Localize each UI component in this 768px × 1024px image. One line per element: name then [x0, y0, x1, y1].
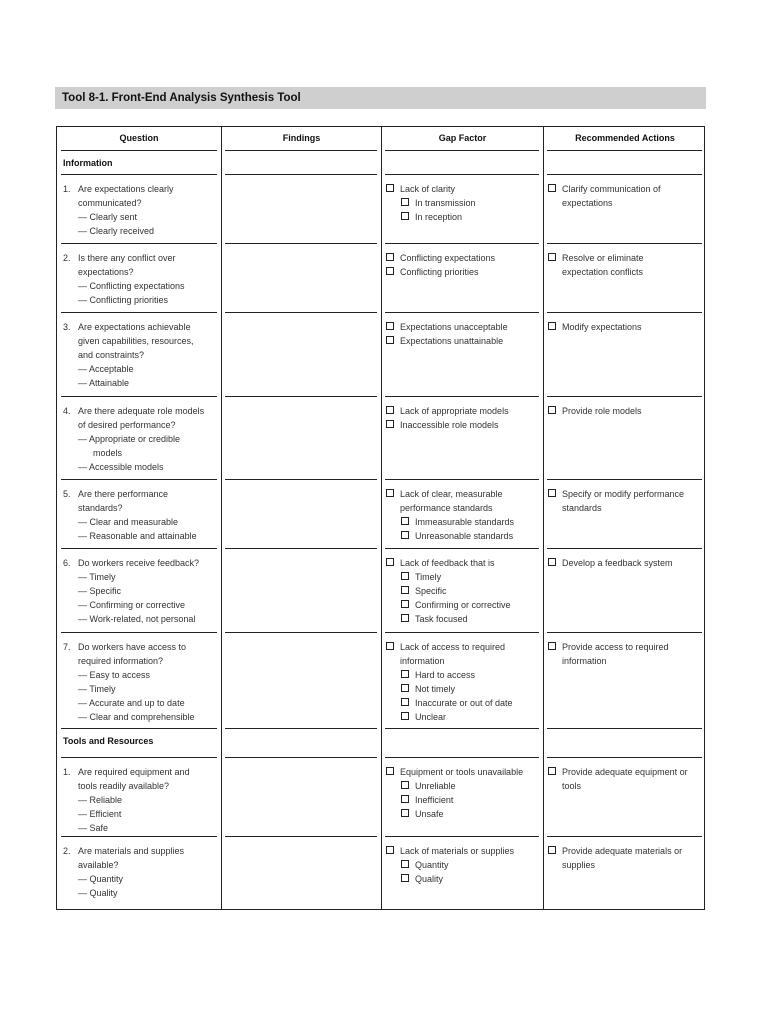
gap-factor-item-label: Lack of feedback that is [400, 558, 495, 568]
question-subitem: — Clearly sent [78, 212, 138, 222]
checkbox-icon[interactable] [401, 684, 409, 692]
recommended-action-cell [548, 844, 703, 872]
header-findings: Findings [282, 133, 321, 143]
tool-title: Tool 8-1. Front-End Analysis Synthesis Tool [55, 87, 706, 109]
gap-factor-item-label: Conflicting expectations [400, 253, 496, 263]
recommended-action-item-label: Provide adequate equipment or [562, 767, 688, 777]
recommended-action-cell [548, 487, 703, 515]
gap-factor-item-label: Lack of clear, measurable [400, 489, 503, 499]
question-cell [63, 320, 218, 390]
gap-factor-item-label: information [400, 656, 445, 666]
column-divider [543, 127, 544, 909]
checkbox-icon[interactable] [401, 670, 409, 678]
findings-cell[interactable] [225, 398, 377, 458]
question-cell [63, 844, 218, 900]
gap-factor-item [386, 668, 540, 682]
gap-factor-item [386, 529, 540, 543]
gap-factor-item [386, 779, 540, 793]
checkbox-icon[interactable] [386, 767, 394, 775]
question-subitem: — Timely [78, 572, 116, 582]
gap-factor-item [386, 793, 540, 807]
recommended-action-item [548, 556, 703, 570]
checkbox-icon[interactable] [401, 860, 409, 868]
checkbox-icon[interactable] [548, 558, 556, 566]
question-text: given capabilities, resources, [78, 336, 194, 346]
question-cell [63, 251, 218, 307]
checkbox-icon[interactable] [386, 184, 394, 192]
question-number [63, 501, 78, 515]
gap-factor-item [386, 210, 540, 224]
question-cell [63, 404, 218, 474]
checkbox-icon[interactable] [386, 420, 394, 428]
row-divider [61, 548, 217, 549]
checkbox-icon[interactable] [401, 781, 409, 789]
header-gap-factor: Gap Factor [438, 133, 487, 143]
row-divider [385, 243, 539, 244]
question-text: of desired performance? [78, 420, 176, 430]
gap-factor-item-label: Inaccessible role models [400, 420, 499, 430]
gap-factor-cell [386, 844, 540, 886]
gap-factor-item-label: In reception [415, 212, 463, 222]
gap-factor-item-label: Inefficient [415, 795, 454, 805]
recommended-action-item [548, 640, 703, 668]
row-divider [547, 836, 702, 837]
recommended-action-cell [548, 251, 703, 279]
row-divider [225, 548, 377, 549]
recommended-action-item-label: Provide adequate materials or [562, 846, 683, 856]
findings-cell[interactable] [225, 245, 377, 305]
question-subitem: — Efficient [78, 809, 122, 819]
gap-factor-cell [386, 640, 540, 724]
gap-factor-item-label: Expectations unattainable [400, 336, 504, 346]
question-text: Are there adequate role models [78, 406, 205, 416]
checkbox-icon[interactable] [386, 558, 394, 566]
row-divider [547, 728, 702, 729]
checkbox-icon[interactable] [386, 267, 394, 275]
findings-cell[interactable] [225, 838, 377, 898]
row-divider [225, 243, 377, 244]
question-number [63, 348, 78, 362]
gap-factor-item-label: Unsafe [415, 809, 444, 819]
question-cell [63, 640, 218, 724]
gap-factor-item-label: Specific [415, 586, 447, 596]
checkbox-icon[interactable] [548, 642, 556, 650]
question-subitem: — Attainable [78, 378, 130, 388]
column-divider [381, 127, 382, 909]
section-title: Tools and Resources [63, 736, 154, 746]
checkbox-icon[interactable] [401, 874, 409, 882]
section-title: Information [63, 158, 113, 168]
row-divider [225, 728, 377, 729]
gap-factor-item [386, 807, 540, 821]
question-number: 1. [63, 184, 71, 194]
gap-factor-cell [386, 404, 540, 432]
gap-factor-item [386, 404, 540, 418]
row-divider [225, 757, 377, 758]
row-divider [547, 757, 702, 758]
gap-factor-item-label: Unreasonable standards [415, 531, 514, 541]
recommended-action-item [548, 844, 703, 872]
gap-factor-item-label: Confirming or corrective [415, 600, 511, 610]
question-subitem: — Confirming or corrective [78, 600, 186, 610]
gap-factor-item [386, 196, 540, 210]
row-divider [547, 312, 702, 313]
question-number [63, 265, 78, 279]
checkbox-icon[interactable] [548, 406, 556, 414]
recommended-action-item [548, 182, 703, 210]
row-divider [225, 396, 377, 397]
findings-cell[interactable] [225, 634, 377, 694]
checkbox-icon[interactable] [401, 531, 409, 539]
gap-factor-item [386, 858, 540, 872]
question-text: Do workers have access to [78, 642, 187, 652]
question-number: 1. [63, 767, 71, 777]
question-subitem: — Easy to access [78, 670, 151, 680]
synthesis-table [56, 126, 705, 910]
row-divider [61, 150, 217, 151]
question-subitem: — Quantity [78, 874, 124, 884]
gap-factor-item-label: Task focused [415, 614, 468, 624]
question-subitem: — Conflicting priorities [78, 295, 169, 305]
question-subitem: — Conflicting expectations [78, 281, 185, 291]
question-number: 2. [63, 253, 71, 263]
row-divider [385, 479, 539, 480]
gap-factor-item [386, 570, 540, 584]
question-number [63, 654, 78, 668]
header-question: Question [119, 133, 159, 143]
checkbox-icon[interactable] [401, 572, 409, 580]
question-subitem: — Work-related, not personal [78, 614, 196, 624]
row-divider [61, 728, 217, 729]
question-subitem: — Safe [78, 823, 109, 833]
checkbox-icon[interactable] [401, 198, 409, 206]
checkbox-icon[interactable] [401, 517, 409, 525]
row-divider [61, 757, 217, 758]
row-divider [225, 174, 377, 175]
question-number: 5. [63, 489, 71, 499]
checkbox-icon[interactable] [401, 795, 409, 803]
recommended-action-item [548, 404, 703, 418]
question-number: 7. [63, 642, 71, 652]
gap-factor-item [386, 844, 540, 858]
checkbox-icon[interactable] [401, 212, 409, 220]
checkbox-icon[interactable] [401, 809, 409, 817]
gap-factor-item [386, 584, 540, 598]
gap-factor-item-label: In transmission [415, 198, 476, 208]
checkbox-icon[interactable] [386, 846, 394, 854]
question-cell [63, 765, 218, 835]
checkbox-icon[interactable] [401, 586, 409, 594]
row-divider [547, 174, 702, 175]
question-text: available? [78, 860, 119, 870]
recommended-action-item-label: information [562, 656, 607, 666]
question-subitem: — Clear and comprehensible [78, 712, 195, 722]
recommended-action-cell [548, 765, 703, 793]
gap-factor-item-label: Expectations unacceptable [400, 322, 508, 332]
row-divider [547, 479, 702, 480]
question-subitem: — Accessible models [78, 462, 164, 472]
recommended-action-item [548, 251, 703, 279]
row-divider [385, 312, 539, 313]
checkbox-icon[interactable] [548, 184, 556, 192]
row-divider [61, 479, 217, 480]
column-divider [221, 127, 222, 909]
gap-factor-item [386, 640, 540, 668]
row-divider [225, 150, 377, 151]
row-divider [225, 836, 377, 837]
recommended-action-item-label: Modify expectations [562, 322, 642, 332]
question-text: Are there performance [78, 489, 169, 499]
row-divider [61, 396, 217, 397]
question-subitem: — Clear and measurable [78, 517, 179, 527]
findings-cell[interactable] [225, 759, 377, 819]
question-text: expectations? [78, 267, 134, 277]
question-number: 3. [63, 322, 71, 332]
gap-factor-cell [386, 320, 540, 348]
recommended-action-item-label: expectation conflicts [562, 267, 644, 277]
question-number: 2. [63, 846, 71, 856]
question-number [63, 418, 78, 432]
gap-factor-cell [386, 556, 540, 626]
header-recommended-actions: Recommended Actions [575, 133, 675, 143]
gap-factor-item [386, 487, 540, 515]
question-subitem: models [93, 448, 123, 458]
recommended-action-item-label: Develop a feedback system [562, 558, 673, 568]
gap-factor-cell [386, 251, 540, 279]
checkbox-icon[interactable] [548, 322, 556, 330]
gap-factor-item [386, 556, 540, 570]
question-number: 4. [63, 406, 71, 416]
checkbox-icon[interactable] [548, 767, 556, 775]
recommended-action-cell [548, 182, 703, 210]
row-divider [225, 479, 377, 480]
recommended-action-item [548, 320, 703, 334]
checkbox-icon[interactable] [386, 406, 394, 414]
gap-factor-item-label: Hard to access [415, 670, 476, 680]
question-number [63, 334, 78, 348]
question-text: Do workers receive feedback? [78, 558, 200, 568]
checkbox-icon[interactable] [386, 489, 394, 497]
recommended-action-item-label: Clarify communication of [562, 184, 661, 194]
checkbox-icon[interactable] [401, 600, 409, 608]
question-text: standards? [78, 503, 123, 513]
question-subitem: — Timely [78, 684, 116, 694]
gap-factor-item [386, 251, 540, 265]
gap-factor-item [386, 765, 540, 779]
gap-factor-item [386, 320, 540, 334]
gap-factor-item [386, 682, 540, 696]
recommended-action-item-label: tools [562, 781, 582, 791]
question-text: Are required equipment and [78, 767, 190, 777]
question-text: and constraints? [78, 350, 145, 360]
row-divider [385, 548, 539, 549]
gap-factor-item [386, 182, 540, 196]
recommended-action-item-label: expectations [562, 198, 613, 208]
gap-factor-cell [386, 182, 540, 224]
gap-factor-item-label: Lack of appropriate models [400, 406, 509, 416]
checkbox-icon[interactable] [386, 642, 394, 650]
gap-factor-item [386, 265, 540, 279]
checkbox-icon[interactable] [401, 614, 409, 622]
recommended-action-item-label: supplies [562, 860, 596, 870]
gap-factor-item [386, 612, 540, 626]
checkbox-icon[interactable] [401, 698, 409, 706]
recommended-action-cell [548, 640, 703, 668]
question-text: Is there any conflict over [78, 253, 176, 263]
question-number [63, 196, 78, 210]
question-text: required information? [78, 656, 164, 666]
question-subitem: — Reasonable and attainable [78, 531, 197, 541]
row-divider [61, 312, 217, 313]
question-text: Are expectations achievable [78, 322, 191, 332]
question-text: communicated? [78, 198, 142, 208]
question-subitem: — Specific [78, 586, 122, 596]
question-subitem: — Reliable [78, 795, 123, 805]
checkbox-icon[interactable] [548, 253, 556, 261]
row-divider [61, 243, 217, 244]
question-subitem: — Clearly received [78, 226, 155, 236]
gap-factor-item-label: Timely [415, 572, 442, 582]
gap-factor-item-label: Unreliable [415, 781, 456, 791]
recommended-action-item-label: standards [562, 503, 602, 513]
checkbox-icon[interactable] [548, 489, 556, 497]
gap-factor-item [386, 696, 540, 710]
row-divider [385, 728, 539, 729]
gap-factor-item-label: Inaccurate or out of date [415, 698, 513, 708]
row-divider [547, 150, 702, 151]
gap-factor-item-label: Conflicting priorities [400, 267, 479, 277]
recommended-action-item [548, 487, 703, 515]
gap-factor-item-label: Unclear [415, 712, 447, 722]
row-divider [547, 396, 702, 397]
question-text: Are materials and supplies [78, 846, 185, 856]
recommended-action-item [548, 765, 703, 793]
recommended-action-item-label: Specify or modify performance [562, 489, 685, 499]
question-subitem: — Quality [78, 888, 118, 898]
question-text: Are expectations clearly [78, 184, 174, 194]
gap-factor-cell [386, 487, 540, 543]
recommended-action-item-label: Provide access to required [562, 642, 669, 652]
gap-factor-item [386, 515, 540, 529]
row-divider [61, 632, 217, 633]
checkbox-icon[interactable] [548, 846, 556, 854]
question-cell [63, 487, 218, 543]
gap-factor-item [386, 872, 540, 886]
row-divider [225, 312, 377, 313]
question-number [63, 779, 78, 793]
row-divider [385, 757, 539, 758]
question-subitem: — Acceptable [78, 364, 134, 374]
recommended-action-item-label: Provide role models [562, 406, 642, 416]
gap-factor-item [386, 710, 540, 724]
findings-cell[interactable] [225, 481, 377, 541]
question-number [63, 858, 78, 872]
gap-factor-item [386, 334, 540, 348]
recommended-action-cell [548, 404, 703, 418]
checkbox-icon[interactable] [386, 336, 394, 344]
checkbox-icon[interactable] [386, 322, 394, 330]
row-divider [61, 174, 217, 175]
gap-factor-item-label: Not timely [415, 684, 456, 694]
row-divider [61, 836, 217, 837]
findings-cell[interactable] [225, 550, 377, 610]
row-divider [385, 174, 539, 175]
row-divider [225, 632, 377, 633]
recommended-action-cell [548, 320, 703, 334]
gap-factor-item-label: Lack of access to required [400, 642, 506, 652]
row-divider [547, 243, 702, 244]
row-divider [547, 548, 702, 549]
question-cell [63, 182, 218, 238]
gap-factor-item-label: performance standards [400, 503, 493, 513]
question-cell [63, 556, 218, 626]
question-number: 6. [63, 558, 71, 568]
row-divider [385, 632, 539, 633]
gap-factor-item-label: Lack of clarity [400, 184, 456, 194]
gap-factor-item [386, 598, 540, 612]
recommended-action-cell [548, 556, 703, 570]
recommended-action-item-label: Resolve or eliminate [562, 253, 644, 263]
row-divider [385, 836, 539, 837]
question-subitem: — Appropriate or credible [78, 434, 181, 444]
gap-factor-cell [386, 765, 540, 821]
row-divider [385, 150, 539, 151]
gap-factor-item-label: Immeasurable standards [415, 517, 515, 527]
gap-factor-item-label: Quantity [415, 860, 449, 870]
row-divider [547, 632, 702, 633]
row-divider [385, 396, 539, 397]
gap-factor-item [386, 418, 540, 432]
question-text: tools readily available? [78, 781, 170, 791]
gap-factor-item-label: Equipment or tools unavailable [400, 767, 524, 777]
findings-cell[interactable] [225, 176, 377, 236]
checkbox-icon[interactable] [401, 712, 409, 720]
gap-factor-item-label: Lack of materials or supplies [400, 846, 515, 856]
findings-cell[interactable] [225, 314, 377, 374]
question-subitem: — Accurate and up to date [78, 698, 185, 708]
gap-factor-item-label: Quality [415, 874, 444, 884]
checkbox-icon[interactable] [386, 253, 394, 261]
